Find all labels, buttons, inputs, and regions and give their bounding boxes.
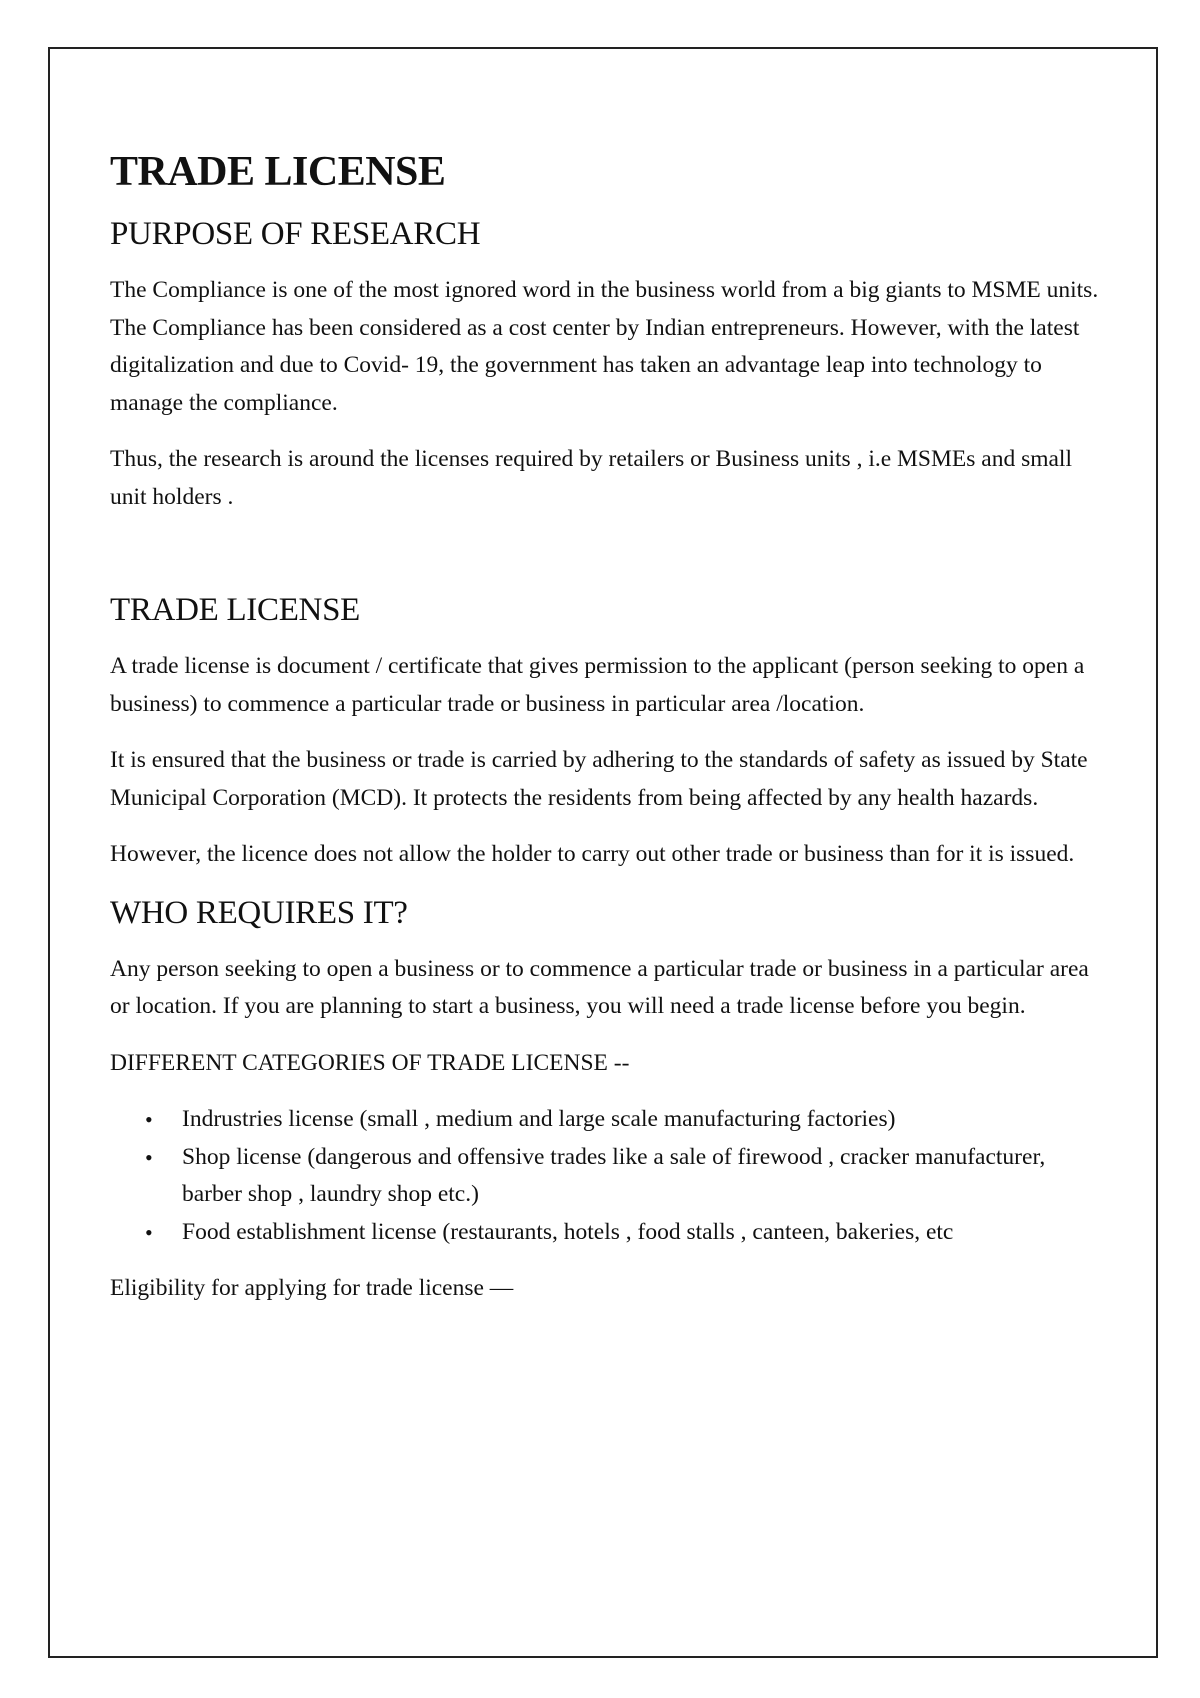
paragraph-definition: A trade license is document / certificate that gives permission to the applicant (person seeking to open a business) to commence a particular trade or business in particular area /location. — [110, 653, 1085, 717]
paragraph-safety-standards: It is ensured that the business or trade is carried by adhering to the standards of safety as issued by State Municipal Corporation (MCD). It protects the residents from being affected by any health hazards. — [110, 747, 1088, 811]
eligibility-heading: Eligibility for applying for trade license — — [110, 1275, 514, 1301]
paragraph-who-requires: Any person seeking to open a business or to commence a particular trade or business in a particular area or location. If you are planning to start a business, you will need a trade license before you begin. — [110, 955, 1089, 1019]
section-spacer — [110, 535, 1110, 590]
list-item-text: Indrustries license (small , medium and large scale manufacturing factories) — [182, 1106, 896, 1132]
heading-who-requires-it: WHO REQUIRES IT? — [110, 894, 408, 931]
list-item-text: Food establishment license (restaurants, hotels , food stalls , canteen, bakeries, etc — [182, 1218, 954, 1245]
document-body — [110, 148, 1110, 1327]
bullet-icon: • — [145, 1144, 153, 1170]
list-item — [145, 1139, 1110, 1214]
list-item — [145, 1214, 1110, 1252]
categories-list — [110, 1101, 1110, 1251]
paragraph-licence-limits: However, the licence does not allow the holder to carry out other trade or business than for it is issued. — [110, 841, 1075, 867]
list-item — [145, 1101, 1110, 1139]
paragraph-research-scope: Thus, the research is around the licenses required by retailers or Business units , i.e MSMEs and small unit holders . — [110, 446, 1072, 510]
bullet-icon: • — [145, 1219, 153, 1245]
heading-purpose-of-research: PURPOSE OF RESEARCH — [110, 216, 481, 252]
bullet-icon: • — [145, 1107, 153, 1132]
heading-trade-license: TRADE LICENSE — [110, 592, 360, 628]
list-item-text: Shop license (dangerous and offensive trades like a sale of firewood , cracker manufacturer, barber shop , laundry shop etc.) — [182, 1143, 1046, 1207]
categories-heading: DIFFERENT CATEGORIES OF TRADE LICENSE -- — [110, 1049, 630, 1076]
document-title: TRADE LICENSE — [110, 149, 446, 195]
paragraph-compliance: The Compliance is one of the most ignored word in the business world from a big giants to MSME units. The Compliance has been considered as a cost center by Indian entrepreneurs. However, with the latest digitalization and due to Covid- 19, the government has taken an advantage leap into technology to manage the compliance. — [110, 277, 1099, 416]
